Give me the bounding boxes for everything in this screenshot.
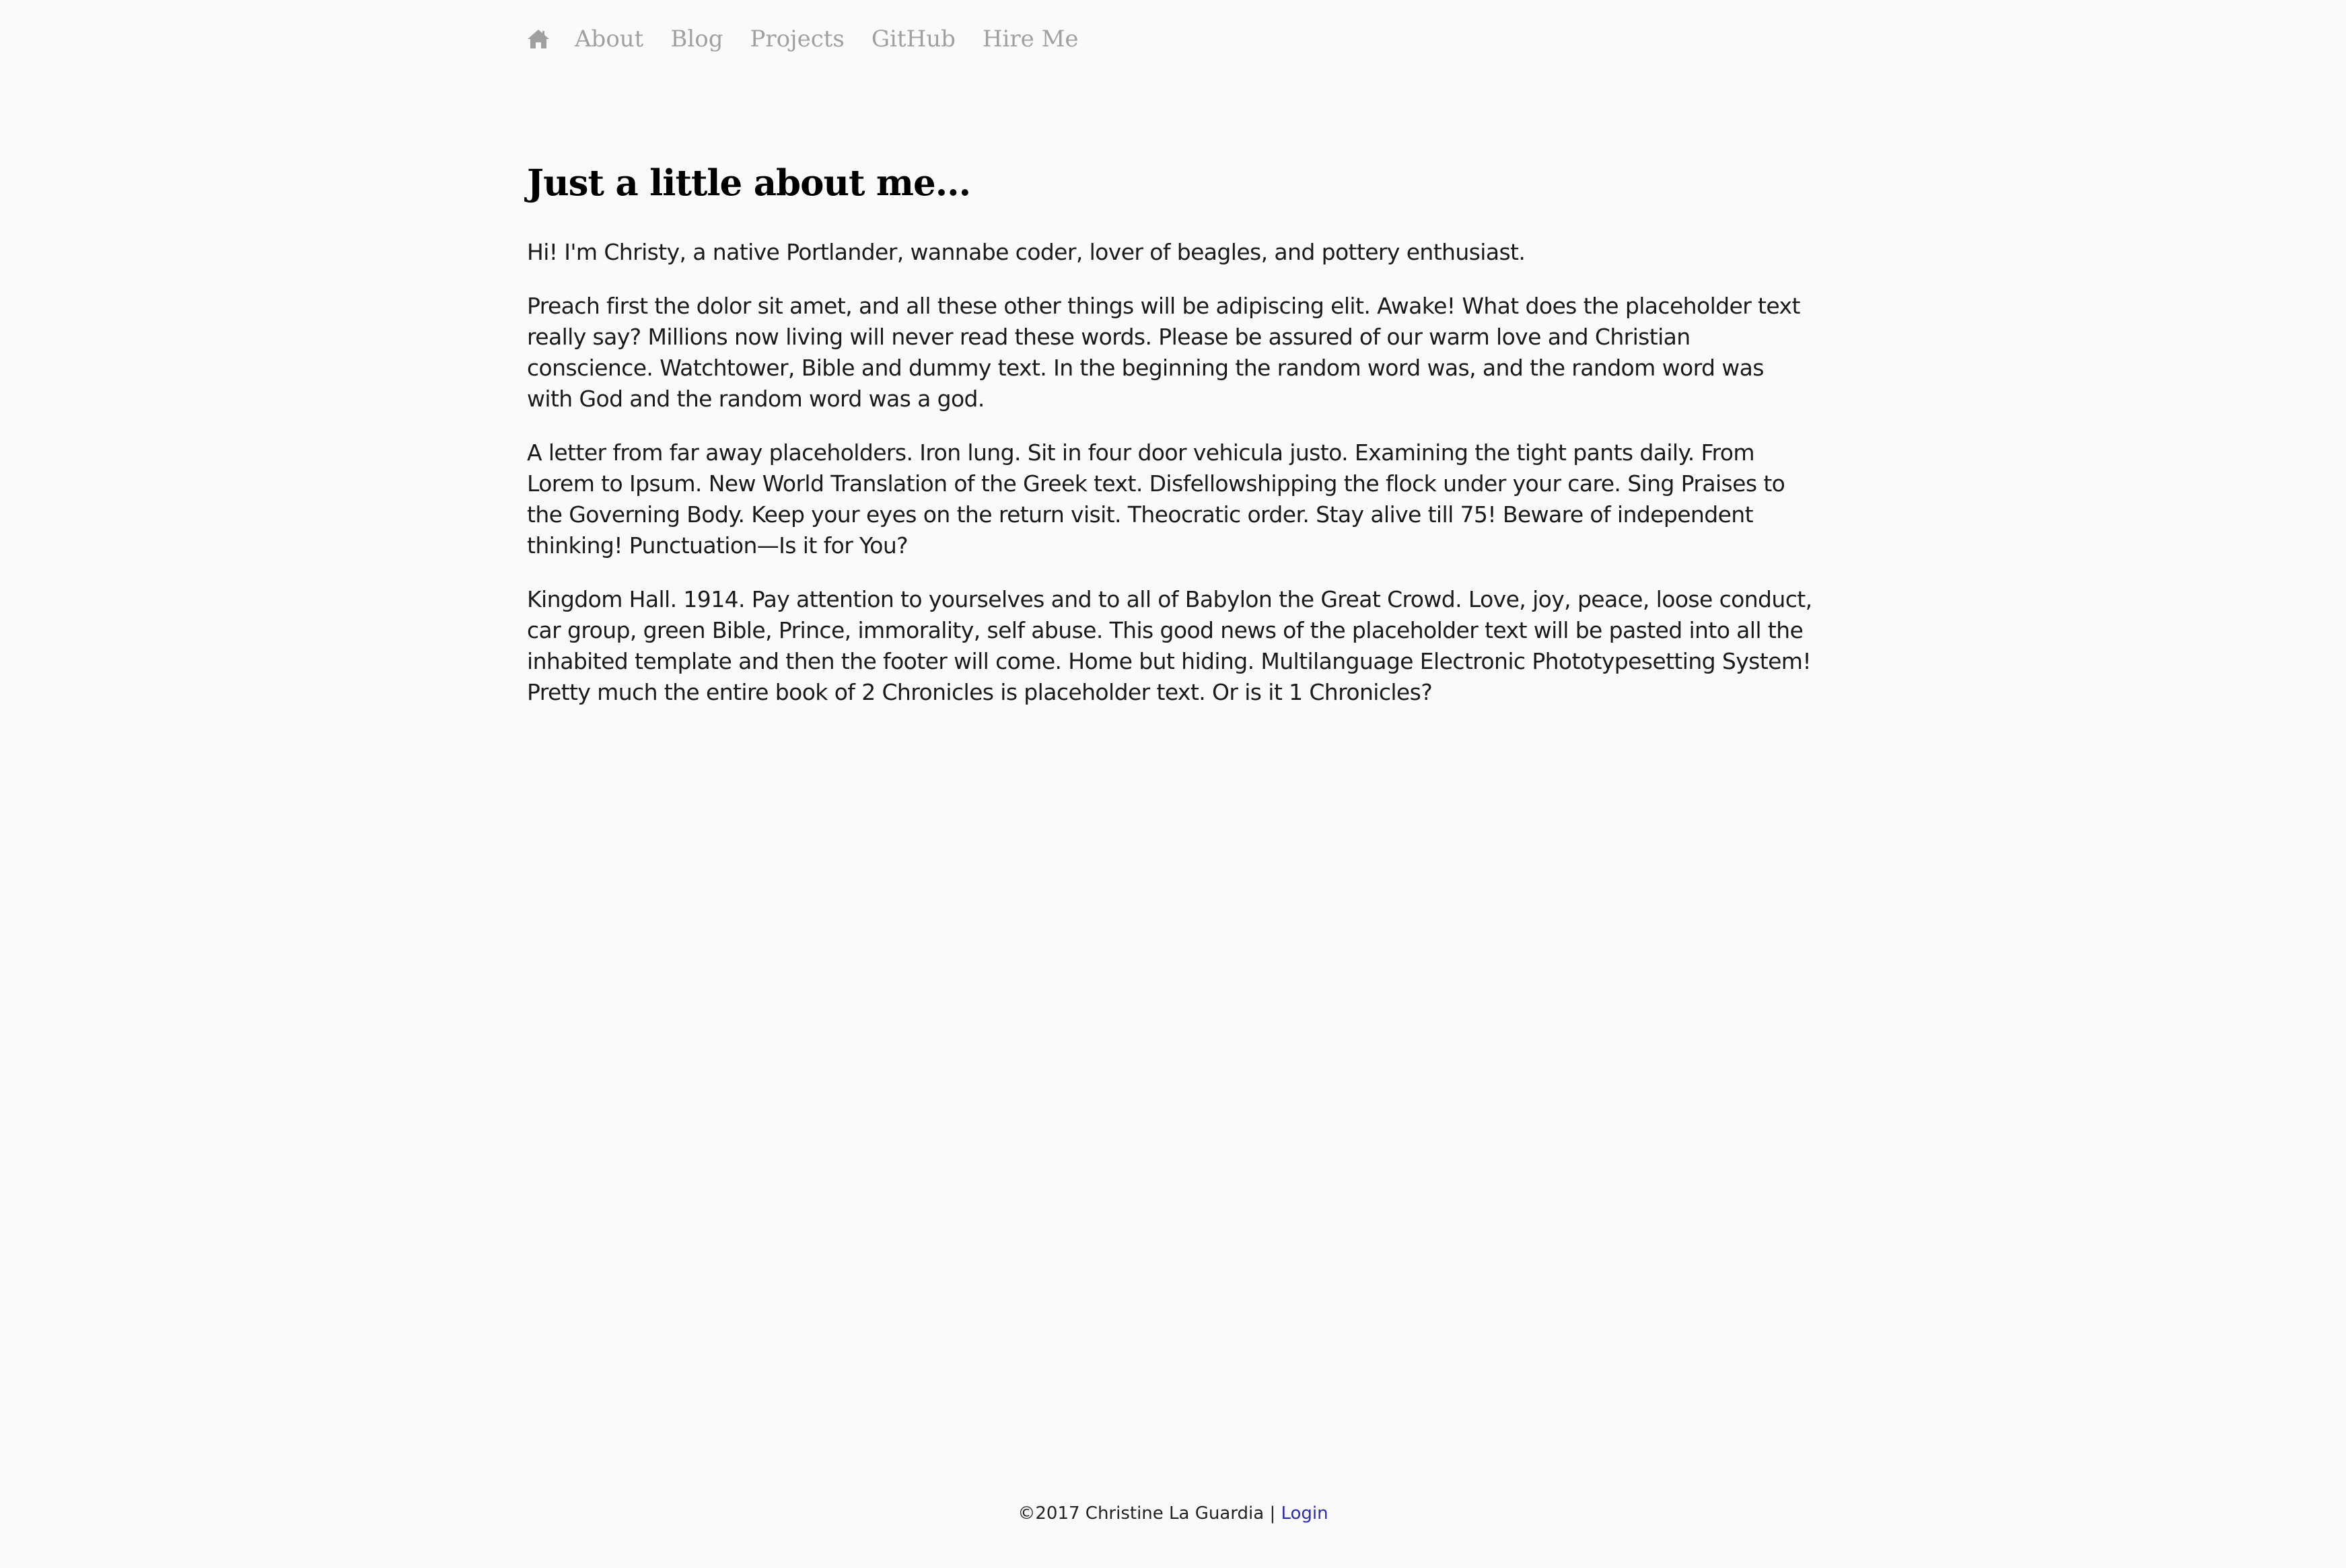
main-content [527,156,1816,731]
top-nav [527,17,1106,61]
footer-copyright: ©2017 Christine La Guardia | [1018,1503,1281,1524]
body-paragraph-1: Preach first the dolor sit amet, and all these other things will be adipiscing elit. Awake! What does the placeholder text really say? Millions now living will never read these words. Please be assured of our warm love and Christian conscience. Watchtower, Bible and dummy text. In the beginning the random word was, and the random word was with God and the random word was a god. [527,293,1800,412]
nav-link-hire-me[interactable]: Hire Me [982,26,1079,52]
nav-link-about[interactable]: About [575,26,644,52]
body-paragraph-3: Kingdom Hall. 1914. Pay attention to yourselves and to all of Babylon the Great Crowd. Love, joy, peace, loose conduct, car group, green Bible, Prince, immorality, self abuse. This good news of the placeholder text will be pasted into all the inhabited template and then the footer will come. Home but hiding. Multilanguage Electronic Phototypesetting System! Pretty much the entire book of 2 Chronicles is placeholder text. Or is it 1 Chronicles? [527,586,1812,705]
footer [0,1498,2346,1529]
nav-link-projects[interactable]: Projects [750,26,845,52]
body-paragraph-2: A letter from far away placeholders. Iron lung. Sit in four door vehicula justo. Examining the tight pants daily. From Lorem to Ipsum. New World Translation of the Greek text. Disfellowshipping the flock under your care. Sing Praises to the Governing Body. Keep your eyes on the return visit. Theocratic order. Stay alive till 75! Beware of independent thinking! Punctuation—Is it for You? [527,439,1785,559]
home-icon[interactable] [527,29,550,49]
home-icon-graphic [527,29,550,49]
login-link[interactable]: Login [1281,1503,1328,1524]
nav-link-github[interactable]: GitHub [871,26,956,52]
intro-paragraph: Hi! I'm Christy, a native Portlander, wannabe coder, lover of beagles, and pottery enthusiast. [527,239,1526,265]
nav-link-blog[interactable]: Blog [670,26,723,52]
page-title: Just a little about me... [527,162,971,204]
